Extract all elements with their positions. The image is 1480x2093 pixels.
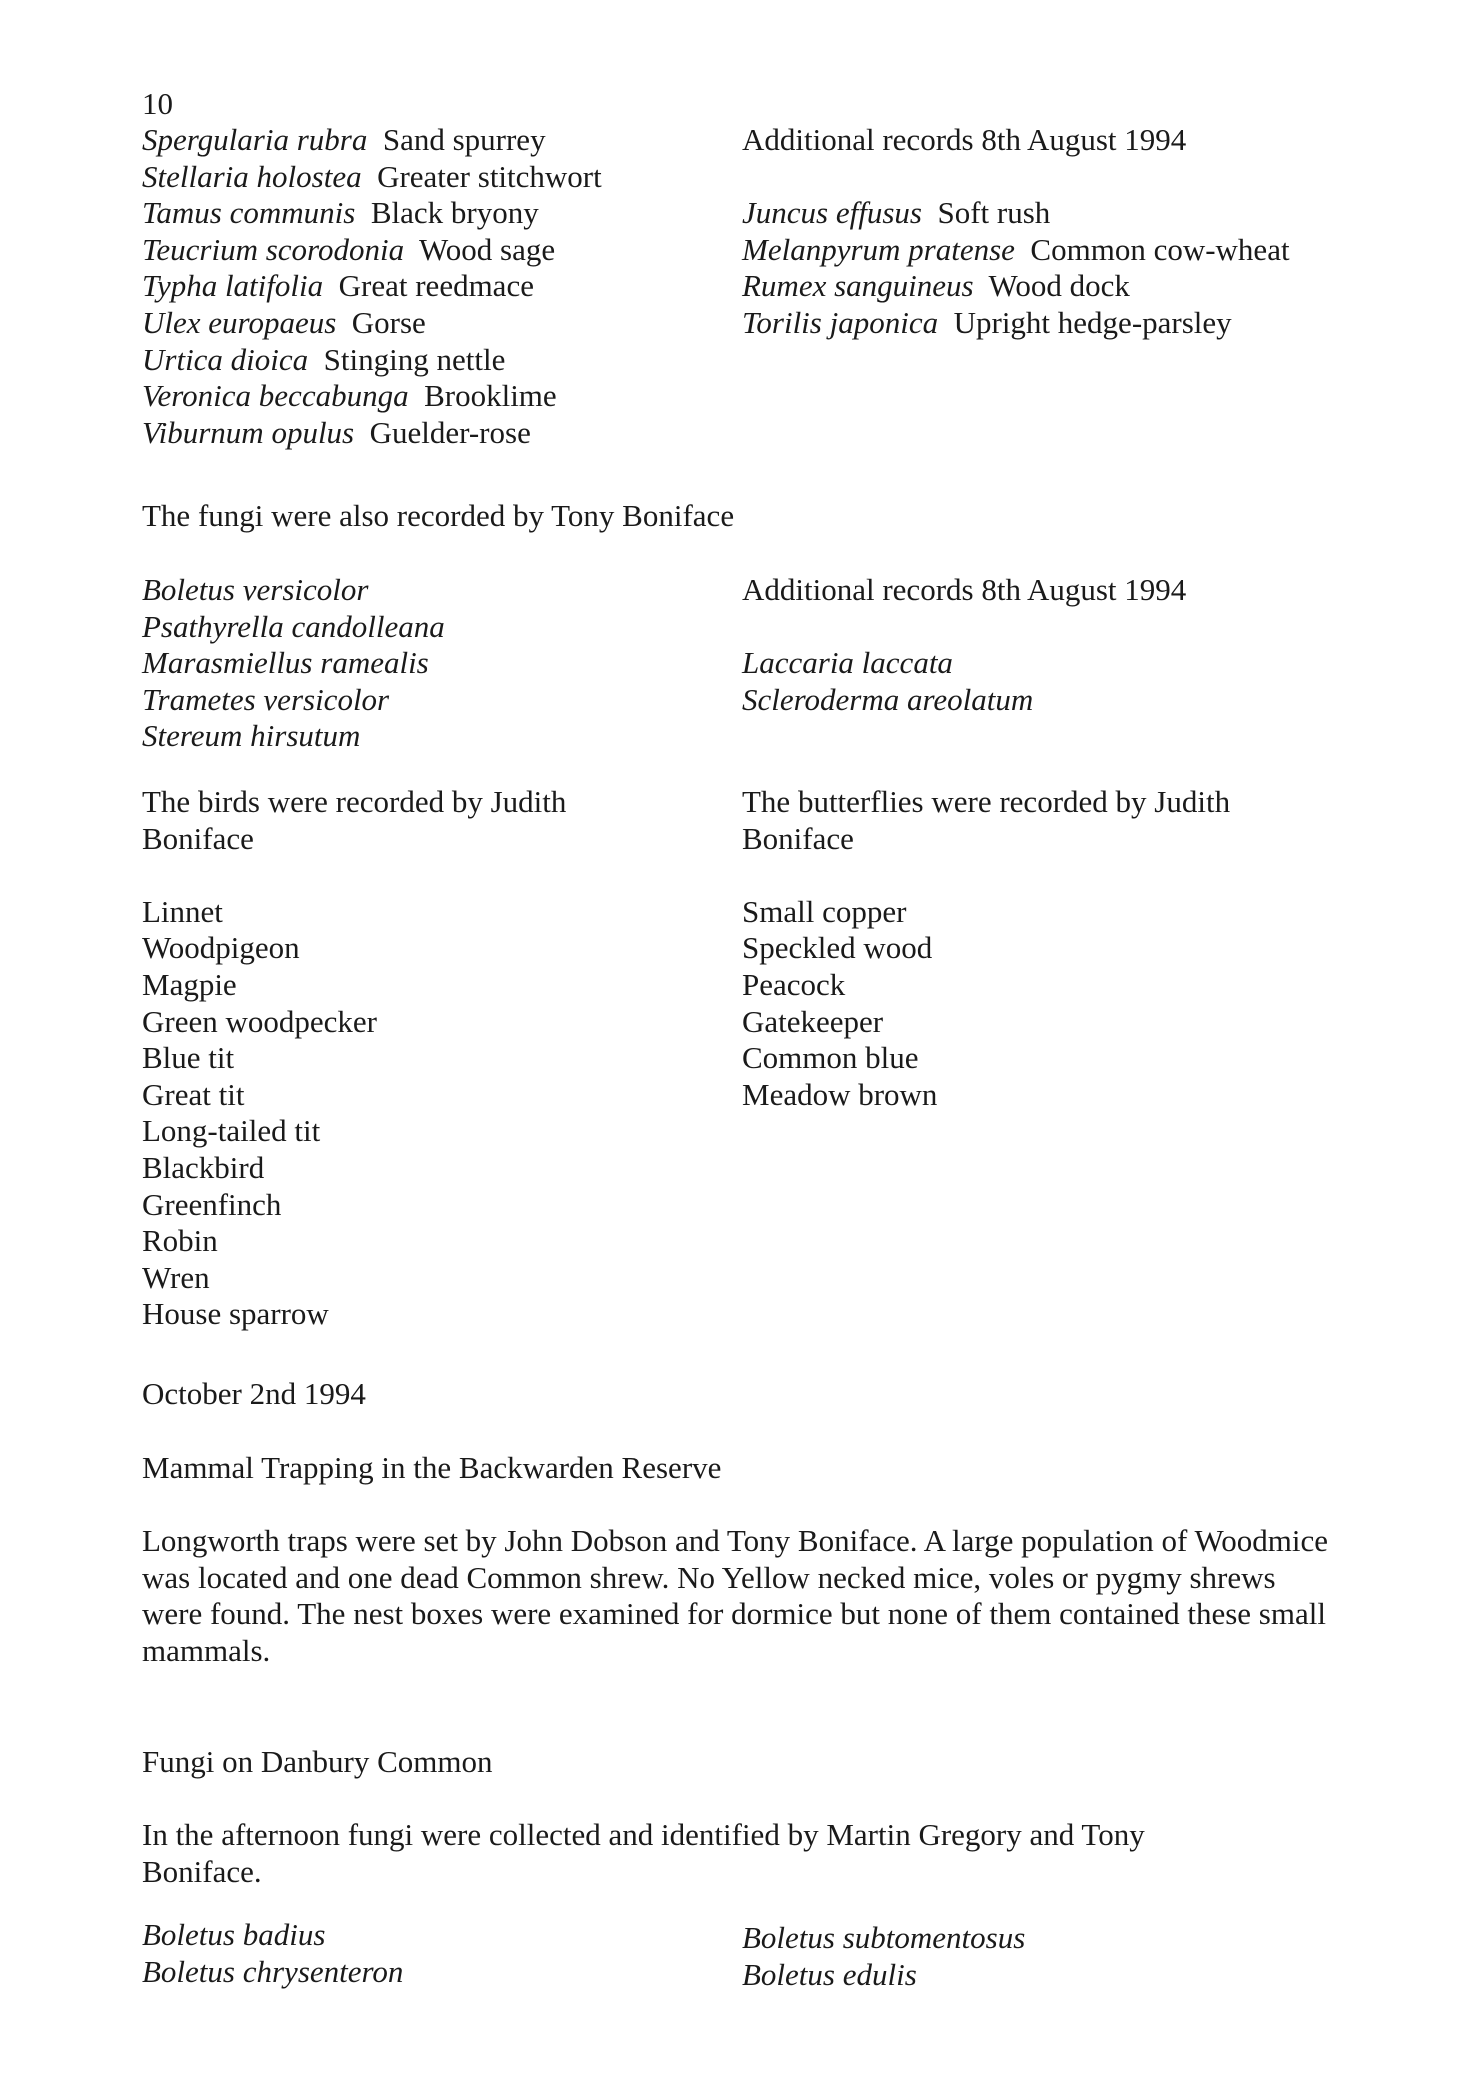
- list-item: Robin: [142, 1223, 218, 1259]
- list-item: Greenfinch: [142, 1186, 282, 1222]
- list-item: Blue tit: [142, 1040, 235, 1076]
- list-item: Green woodpecker: [142, 1003, 377, 1039]
- fungi-intro: The fungi were also recorded by Tony Boniface: [142, 498, 735, 533]
- fungi-additional-records: [742, 572, 1186, 718]
- list-item: Boletus chrysenteron: [142, 1953, 404, 1989]
- butterflies-section: [742, 784, 1230, 1113]
- list-item: Typha latifolia Great reedmace: [142, 268, 534, 304]
- list-item: Spergularia rubra Sand spurrey: [142, 122, 546, 157]
- list-item: House sparrow: [142, 1296, 329, 1332]
- birds-section: [142, 784, 566, 1333]
- page-number: 10: [142, 86, 173, 121]
- list-item: Marasmiellus ramealis: [142, 645, 429, 681]
- section-heading: Boniface: [142, 820, 254, 856]
- list-item: Boletus subtomentosus: [742, 1920, 1026, 1955]
- list-item: Wren: [142, 1259, 210, 1295]
- list-item: Torilis japonica Upright hedge-parsley: [742, 304, 1232, 340]
- section-heading: Additional records 8th August 1994: [742, 572, 1187, 607]
- section-heading: The butterflies were recorded by Judith: [742, 784, 1231, 819]
- list-item: Psathyrella candolleana: [142, 608, 445, 644]
- list-item: Trametes versicolor: [142, 681, 390, 717]
- list-item: Urtica dioica Stinging nettle: [142, 341, 506, 377]
- list-item: Juncus effusus Soft rush: [742, 195, 1051, 231]
- list-item: Great tit: [142, 1076, 245, 1112]
- list-item: Long-tailed tit: [142, 1113, 321, 1149]
- list-item: Tamus communis Black bryony: [142, 195, 539, 231]
- mammal-heading: Mammal Trapping in the Backwarden Reserve: [142, 1450, 722, 1485]
- list-item: Meadow brown: [742, 1076, 938, 1112]
- list-item: Scleroderma areolatum: [742, 681, 1034, 717]
- section-heading: Additional records 8th August 1994: [742, 122, 1187, 157]
- list-item: Laccaria laccata: [742, 645, 953, 681]
- list-item: Peacock: [742, 966, 846, 1002]
- list-item: Blackbird: [142, 1149, 265, 1185]
- list-item: Ulex europaeus Gorse: [142, 304, 426, 340]
- plant-list: [142, 122, 602, 451]
- fungi-danbury-heading: Fungi on Danbury Common: [142, 1744, 493, 1779]
- fungi-list: [142, 572, 445, 755]
- list-item: Veronica beccabunga Brooklime: [142, 378, 557, 414]
- list-item: Viburnum opulus Guelder-rose: [142, 414, 531, 450]
- list-item: Small copper: [742, 893, 907, 929]
- section-heading: Boniface: [742, 820, 854, 856]
- list-item: Rumex sanguineus Wood dock: [742, 268, 1130, 304]
- danbury-fungi-left: [142, 1917, 403, 1990]
- list-item: Common blue: [742, 1040, 919, 1076]
- list-item: Gatekeeper: [742, 1003, 884, 1039]
- section-heading: The birds were recorded by Judith: [142, 784, 567, 819]
- mammal-paragraph: Longworth traps were set by John Dobson and Tony Boniface. A large population of Woodmice was located and one dead Common shrew. No Yellow necked mice, voles or pygmy shrews were found. The nest boxes were examined for dormice but none of them contained these small mammals.: [142, 1523, 1329, 1668]
- list-item: Speckled wood: [742, 930, 933, 966]
- list-item: Boletus badius: [142, 1917, 326, 1952]
- list-item: Teucrium scorodonia Wood sage: [142, 231, 556, 267]
- list-item: Boletus versicolor: [142, 572, 369, 607]
- list-item: Stereum hirsutum: [142, 718, 361, 754]
- fungi-danbury-paragraph: In the afternoon fungi were collected and identified by Martin Gregory and Tony Boniface.: [142, 1817, 1145, 1889]
- list-item: Magpie: [142, 966, 237, 1002]
- list-item: Boletus edulis: [742, 1956, 917, 1992]
- danbury-fungi-right: [742, 1920, 1025, 1993]
- list-item: Stellaria holostea Greater stitchwort: [142, 158, 602, 194]
- list-item: Woodpigeon: [142, 930, 300, 966]
- plant-additional-records: [742, 122, 1290, 342]
- list-item: Linnet: [142, 893, 223, 929]
- list-item: Melanpyrum pratense Common cow-wheat: [742, 231, 1290, 267]
- date-heading: October 2nd 1994: [142, 1376, 366, 1411]
